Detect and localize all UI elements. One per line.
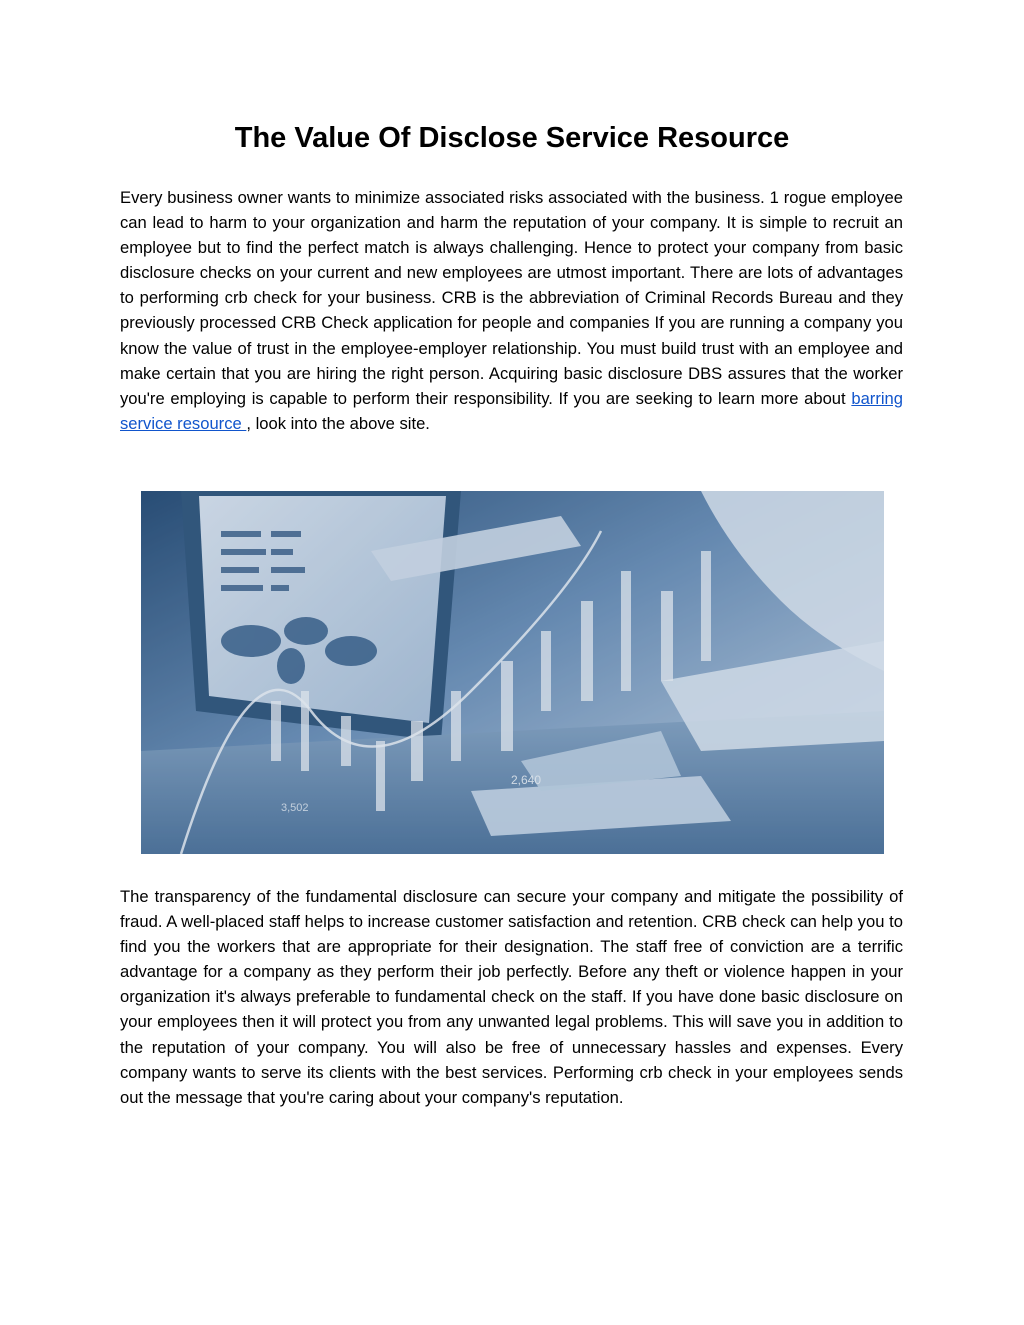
document-title: The Value Of Disclose Service Resource	[234, 122, 790, 154]
intro-text-end: , look into the above site.	[246, 413, 430, 433]
second-paragraph: The transparency of the fundamental disclosure can secure your company and mitigate the possibility of fraud. A well-placed staff helps to increase customer satisfaction and retention. CRB check can help you to find you the workers that are appropriate for their designation. The staff free of conviction are a terrific advantage for a company as they perform their job perfectly. Before any theft or violence happen in your organization it's always preferable to fundamental check on the staff. If you have done basic disclosure on your employees then it will protect you from any unwanted legal problems. This will save you in addition to the reputation of your company. You will also be free of unnecessary hassles and expenses. Every company wants to serve its clients with the best services. Performing crb check in your employees sends out the message that you're caring about your company's reputation.	[120, 887, 903, 1107]
business-analytics-photo	[141, 491, 884, 854]
intro-paragraph	[120, 185, 903, 436]
overlay-label-2: 3,502	[281, 802, 309, 814]
overlay-label-1: 2,640	[511, 773, 542, 787]
intro-text: Every business owner wants to minimize associated risks associated with the business. 1 rogue employee can lead to harm to your organization and harm the reputation of your company. It is simple to recruit an employee but to find the perfect match is always challenging. Hence to protect your company from basic disclosure checks on your current and new employees are utmost important. There are lots of advantages to performing crb check for your business. CRB is the abbreviation of Criminal Records Bureau and they previously processed CRB Check application for people and companies If you are running a company you know the value of trust in the employee-employer relationship. You must build trust with an employee and make certain that you are hiring the right person. Acquiring basic disclosure DBS assures that the worker you're employing is capable to perform their responsibility. If you are seeking to learn more about	[120, 188, 903, 408]
photo-illustration	[141, 491, 884, 854]
barring-service-resource-link[interactable]: barring service resource	[120, 388, 903, 433]
